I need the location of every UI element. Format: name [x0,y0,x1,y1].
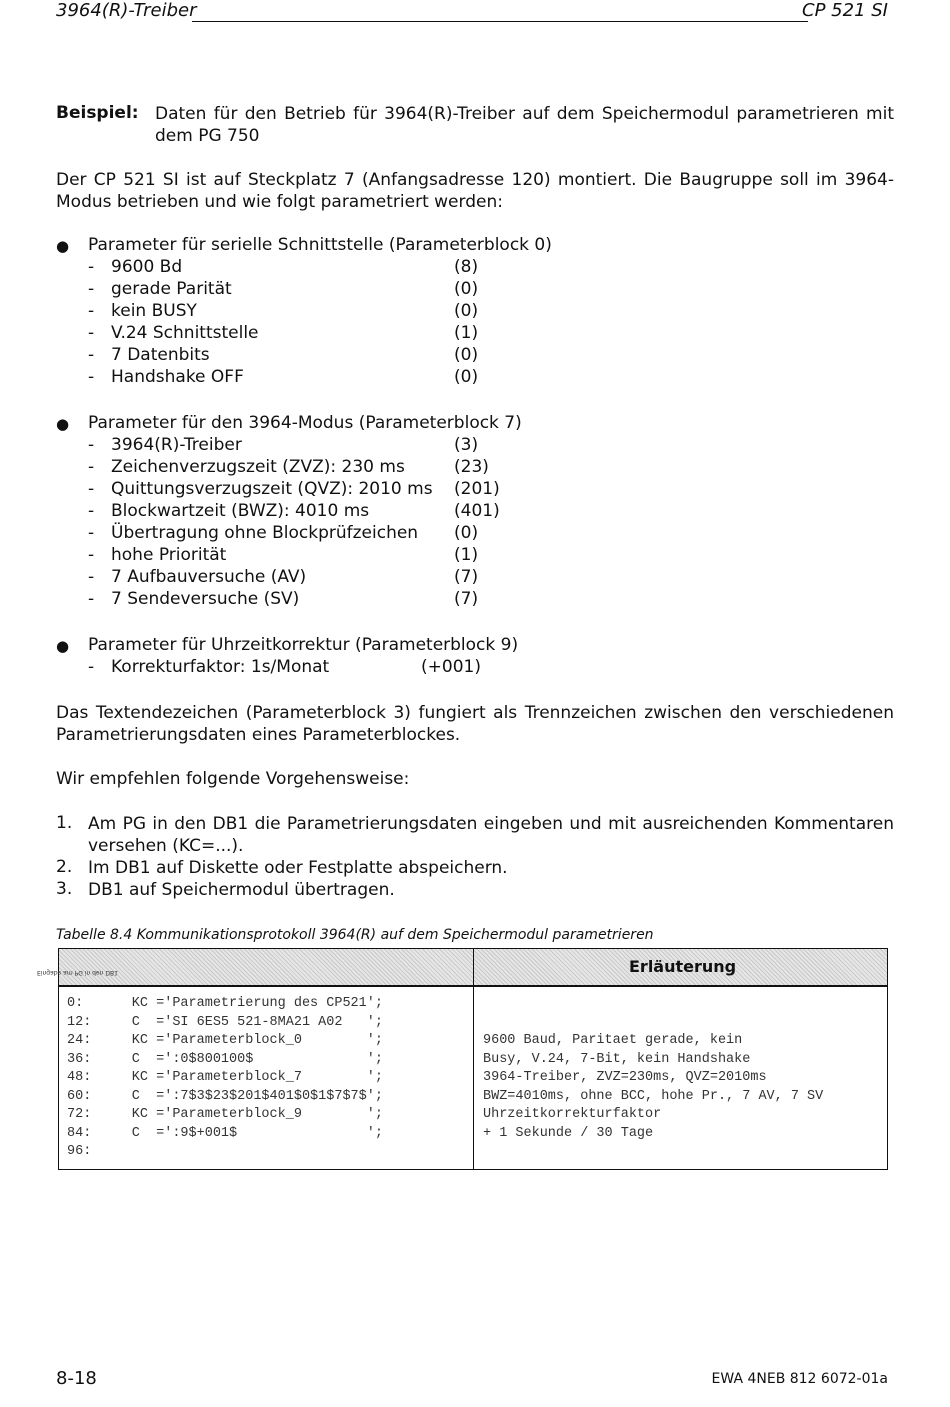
group-title-serial: Parameter für serielle Schnittstelle (Parameterblock 0) [88,235,552,255]
comment-line: Uhrzeitkorrekturfaktor [483,1107,662,1122]
table-header-left [37,949,473,987]
param-label: Quittungsverzugszeit (QVZ): 2010 ms [111,479,433,499]
param-label: hohe Priorität [111,545,227,565]
dash: - [88,523,95,543]
dash: - [88,589,95,609]
bullet-icon: ● [56,415,70,433]
dash: - [88,435,95,455]
dash: - [88,657,95,677]
dash: - [88,545,95,565]
textende-paragraph: Das Textendezeichen (Parameterblock 3) fungiert als Trennzeichen zwischen den verschiedenen Parametrierungsdaten eines Parameterblockes. [56,703,894,745]
param-label: Handshake OFF [111,367,244,387]
param-value: (201) [454,479,500,499]
code-line: 0: KC ='Parametrierung des CP521'; [67,996,383,1011]
dash: - [88,301,95,321]
param-value: (0) [454,301,479,321]
comment-line: BWZ=4010ms, ohne BCC, hohe Pr., 7 AV, 7 SV [483,1088,824,1104]
param-label: kein BUSY [111,301,197,321]
dash: - [88,323,95,343]
comment-line: Busy, V.24, 7-Bit, kein Handshake [483,1051,751,1067]
step-text: Am PG in den DB1 die Parametrierungsdaten eingeben und mit ausreichenden Kommentaren versehen (KC=...). [88,814,894,856]
param-value: (7) [454,589,479,609]
param-label: Übertragung ohne Blockprüfzeichen [111,523,419,543]
bullet-icon: ● [56,237,70,255]
step-number: 2. [56,857,73,877]
param-label: 7 Sendeversuche (SV) [111,589,300,609]
param-value: (0) [454,367,479,387]
comment-line: 9600 Baud, Paritaet gerade, kein [483,1033,743,1048]
param-value: (8) [454,257,479,277]
document-id: EWA 4NEB 812 6072-01a [711,1371,888,1387]
code-line: 72: KC ='Parameterblock_9 '; [67,1107,383,1122]
page-number: 8-18 [56,1368,97,1389]
parameter-table [37,948,888,1170]
param-value: (3) [454,435,479,455]
step-text: Im DB1 auf Diskette oder Festplatte abspeichern. [88,858,508,878]
group-title-3964: Parameter für den 3964-Modus (Parameterblock 7) [88,413,522,433]
dash: - [88,367,95,387]
code-line: 84: C =':9$+001$ '; [67,1125,383,1141]
step-text: DB1 auf Speichermodul übertragen. [88,880,395,900]
param-value: (23) [454,457,489,477]
code-line: 48: KC ='Parameterblock_7 '; [67,1070,383,1085]
param-value: (0) [454,279,479,299]
dash: - [88,479,95,499]
dash: - [88,457,95,477]
example-label: Beispiel: [56,103,139,123]
param-label: 3964(R)-Treiber [111,435,242,455]
comment-line: + 1 Sekunde / 30 Tage [483,1125,654,1141]
param-value: (401) [454,501,500,521]
dash: - [88,345,95,365]
table-caption: Tabelle 8.4 Kommunikationsprotokoll 3964(R) auf dem Speichermodul parametrieren [56,927,654,943]
step-number: 1. [56,813,73,833]
table-header-left-label: Eingabe am PG in den DB1 [37,969,118,976]
step-number: 3. [56,879,73,899]
table-header-right [474,949,887,987]
param-value: (+001) [421,657,481,677]
table-header-erlaeuterung: Erläuterung [629,957,737,976]
dash: - [88,567,95,587]
dash: - [88,501,95,521]
param-label: Korrekturfaktor: 1s/Monat [111,657,330,677]
comment-line: 3964-Treiber, ZVZ=230ms, QVZ=2010ms [483,1070,767,1085]
param-label: 9600 Bd [111,257,183,277]
param-value: (1) [454,323,479,343]
param-label: 7 Aufbauversuche (AV) [111,567,307,587]
param-value: (0) [454,523,479,543]
param-label: 7 Datenbits [111,345,210,365]
param-label: Zeichenverzugszeit (ZVZ): 230 ms [111,457,405,477]
code-line: 24: KC ='Parameterblock_0 '; [67,1033,383,1048]
recommendation-paragraph: Wir empfehlen folgende Vorgehensweise: [56,769,410,789]
group-title-clock: Parameter für Uhrzeitkorrektur (Parameterblock 9) [88,635,519,655]
code-line: 60: C =':7$3$23$201$401$0$1$7$7$'; [67,1088,383,1104]
param-value: (0) [454,345,479,365]
dash: - [88,257,95,277]
running-header-product: CP 521 SI [802,0,888,21]
code-line: 96: [67,1144,92,1159]
intro-paragraph: Der CP 521 SI ist auf Steckplatz 7 (Anfangsadresse 120) montiert. Die Baugruppe soll im 3964-Modus betrieben und wie folgt parametriert werden: [56,170,894,212]
code-line: 36: C =':0$800100$ '; [67,1051,383,1067]
table-divider [473,949,474,1169]
param-value: (1) [454,545,479,565]
param-label: gerade Parität [111,279,232,299]
running-header-title: 3964(R)-Treiber [56,0,197,21]
param-value: (7) [454,567,479,587]
header-rule [192,21,808,22]
bullet-icon: ● [56,637,70,655]
example-text: Daten für den Betrieb für 3964(R)-Treiber auf dem Speichermodul parametrieren mit dem PG 750 [155,104,894,146]
param-label: V.24 Schnittstelle [111,323,259,343]
param-label: Blockwartzeit (BWZ): 4010 ms [111,501,370,521]
dash: - [88,279,95,299]
code-line: 12: C ='SI 6ES5 521-8MA21 A02 '; [67,1014,383,1030]
